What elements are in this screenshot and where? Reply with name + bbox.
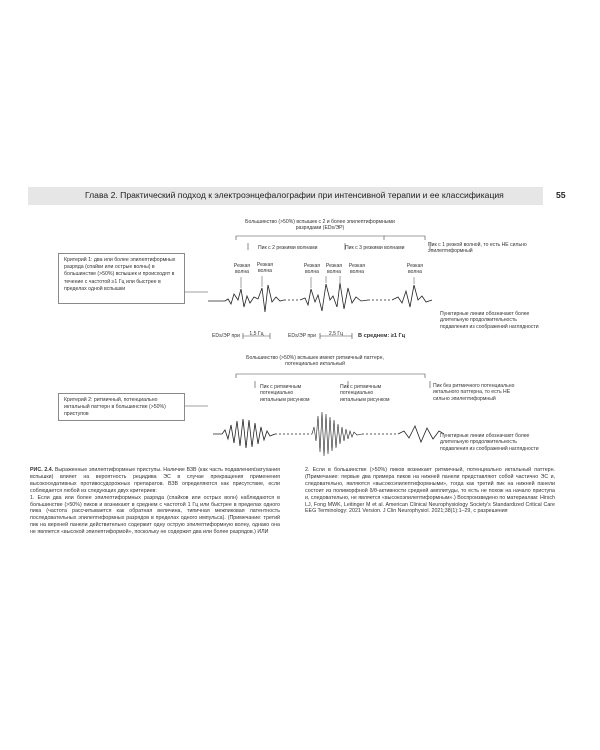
polymorphic-burst	[398, 426, 444, 442]
top-bracket	[236, 236, 384, 240]
peak1-label: Пик с 1 резкой волной, то есть НЕ сильно эпилептиформный	[428, 242, 527, 255]
caption-criterion1: 1. Если два или более эпилептиформных разряда (спайков или острых волн) наблюдаются в большинстве (>50%) пиков и возникают в среднем с частотой 1 Гц или быстрее в пределах одного пика (частота рассчитывается как обратная величина, типичная межпиковая латентность последовательных эпилептиформных разрядов в пределах одного импульса). (Примечание: третий пик на верхней панели действительно содержит одну острую эпилептиформную волну, однако она не является «высокой эпилептиформой», поскольку не содержит два или более разрядов.) ИЛИ	[30, 494, 280, 536]
rhythm3-label: Пик без ритмичного потенциально иктального паттерна, то есть НЕ сильно эпилептиформный	[433, 383, 515, 402]
sharp-wave-label-1: Резкая волна	[233, 263, 251, 276]
burst-1	[208, 285, 284, 312]
middle-bracket	[236, 374, 425, 378]
criterion2-box: Критерий 2: ритмичный, потенциально иктальный паттерн в большинстве (>50%) приступов	[58, 393, 185, 421]
caption-right	[305, 467, 555, 515]
average-label: В среднем: ≥1 Гц	[358, 333, 406, 339]
sharp-wave-label-2: Резкая волна	[256, 262, 274, 275]
caption-figure-number: РИС. 2.4.	[30, 467, 54, 473]
eds-label-2: EDs/ЭР при	[288, 333, 316, 339]
sharp-wave-label-4: Резкая волна	[325, 263, 343, 276]
chapter-title: Глава 2. Практический подход к электроэнцефалографии при интенсивной терапии и ее классификация	[85, 190, 504, 200]
peak3-label: Пик с 3 резкими волнами	[345, 245, 405, 251]
top-eeg-trace	[208, 283, 432, 312]
bottom-eeg-trace	[213, 412, 444, 456]
burst-3	[392, 285, 432, 307]
top-bracket-label: Большинство (>50%) вспышек с 2 и более эпилептиформными разрядами (EDs/ЭР)	[245, 219, 395, 232]
sharp-wave-label-3: Резкая волна	[303, 263, 321, 276]
dashed-note-bottom: Пунктирные линии обозначают более длительную продолжительность подавления из соображений наглядности	[440, 433, 539, 452]
rhythmic-burst-2	[312, 412, 362, 456]
criterion1-box: Критерий 1: два или более эпилептиформных разряда (спайки или острые волны) в большинстве (>50%) вспышек и происходят в течение с частотой ≥1 Гц или быстрее в пределах одной вспышки	[58, 253, 185, 304]
burst-2	[300, 283, 368, 311]
rhythmic-burst-1	[213, 419, 275, 448]
sharp-wave-label-6: Резкая волна	[406, 263, 424, 276]
eds-label-1: EDs/ЭР при	[212, 333, 240, 339]
rhythm2-label: Пик с ритмичным потенциально иктальным рисунком	[340, 384, 390, 403]
freq2-label: 2,5 Гц	[328, 331, 344, 337]
sharp-wave-label-5: Резкая волна	[348, 263, 366, 276]
rhythm1-label: Пик с ритмичным потенциально иктальным рисунком	[260, 384, 310, 403]
page-number: 55	[556, 190, 566, 200]
middle-bracket-label: Большинство (>50%) вспышек имеют ритмичный паттерн, потенциально иктальный	[246, 355, 384, 368]
dashed-note-top: Пунктирные линии обозначают более длительную продолжительность подавления из соображений наглядности	[440, 311, 539, 330]
caption-intro: Выраженные эпилептиформные приступы. Наличие ВЗВ (как часть подавления/затухания вспышки) влияет на вероятность рецидива ЭС в случае прекращения применения высокоседативных противосудорожных препаратов. ВЗВ определяются как присутствие, если соблюдается любой из следующих двух критериев:	[30, 467, 280, 494]
freq1-label: 1,5 Гц	[249, 331, 264, 337]
caption-criterion2: 2. Если в большинстве (>50%) пиков возникает ритмичный, потенциально иктальный паттерн. (Примечание: первые два примера пиков на нижней панели представляют собой частично ЭС и, следовательно, являются «высокоэпилептиформными», тогда как третий пик на нижней панели состоит из полиморфной δ/θ-активности средней амплитуды, то есть не похож на начало приступа и, следовательно, не является «высокоэпилептиформным».) Воспроизведено по материалам: Hirsch LJ, Fong MWK, Leitinger M et al. American Clinical Neurophysiology Society's Standardized Critical Care EEG Terminology: 2021 Version. J Clin Neurophysiol. 2021;38(1):1–29, с разрешения	[305, 467, 555, 515]
peak2-label: Пик с 2 резкими волнами	[258, 245, 318, 251]
top-bracket-right	[384, 236, 425, 240]
caption-left	[30, 467, 280, 536]
